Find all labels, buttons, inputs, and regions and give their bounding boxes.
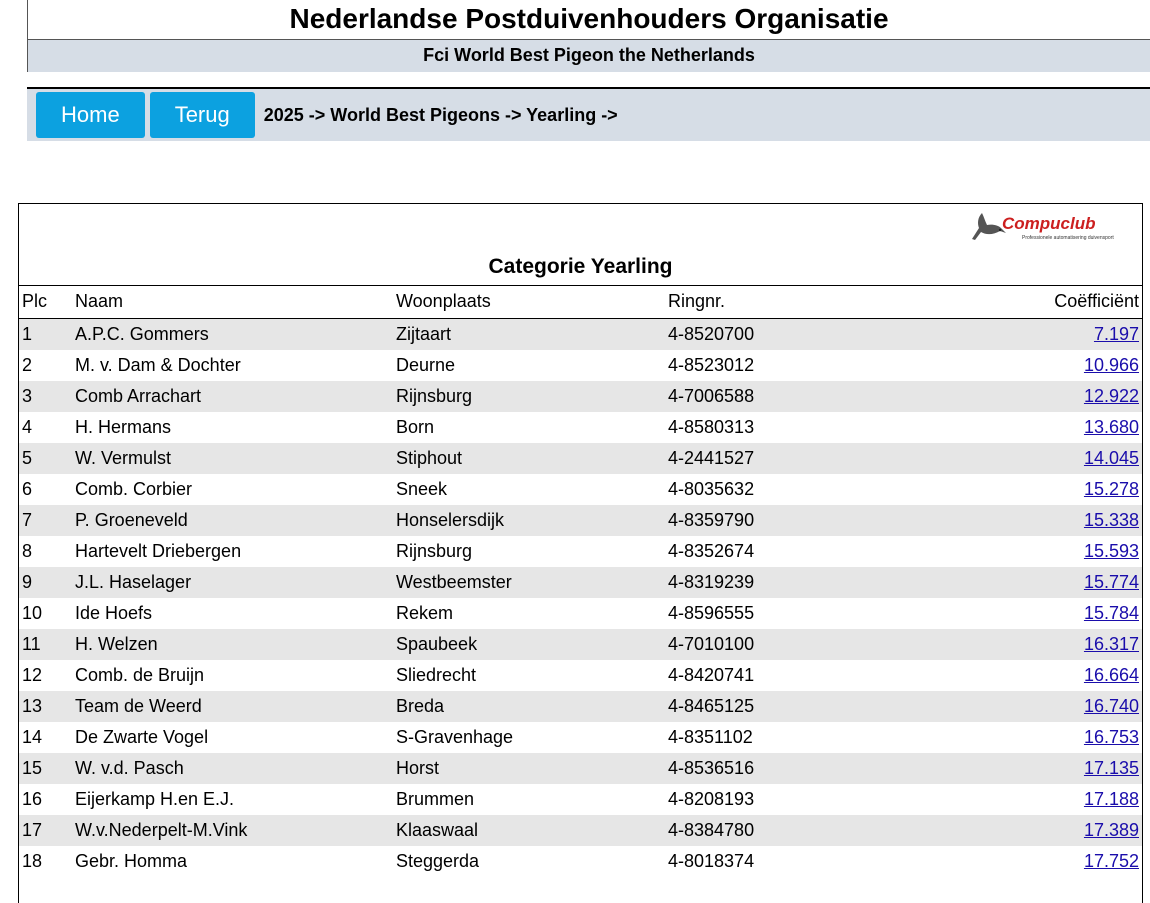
cell-coefficient [1094,319,1139,350]
cell-ringnr: 4-8384780 [668,820,755,840]
coefficient-link[interactable]: 16.753 [1083,727,1139,747]
cell-naam: Comb Arrachart [75,386,202,406]
cell-plc: 9 [22,572,33,592]
home-button[interactable]: Home [36,92,145,138]
cell-plc: 11 [22,634,41,654]
cell-ringnr: 4-8018374 [668,851,755,871]
cell-woonplaats: S-Gravenhage [396,727,514,747]
coefficient-link[interactable]: 14.045 [1083,448,1139,468]
table-row [19,660,1142,691]
logo-name: Compuclub [1002,214,1096,233]
cell-coefficient [1084,536,1139,567]
cell-plc: 5 [22,448,33,468]
cell-plc: 1 [22,324,33,344]
site-title: Nederlandse Postduivenhouders Organisatie [28,0,1150,40]
coefficient-link[interactable]: 12.922 [1083,386,1139,406]
table-row [19,784,1142,815]
cell-ringnr: 4-7010100 [668,634,755,654]
coefficient-link[interactable]: 15.593 [1083,541,1139,561]
table-row [19,412,1142,443]
cell-naam: Comb. Corbier [75,479,193,499]
cell-ringnr: 4-8520700 [668,324,755,344]
column-header-ringnr: Ringnr. [668,291,726,311]
cell-naam: W. v.d. Pasch [75,758,184,778]
cell-woonplaats: Klaaswaal [396,820,479,840]
logo-tagline: Professionele automatisering duivensport [1022,235,1114,241]
coefficient-link[interactable]: 15.278 [1083,479,1139,499]
cell-coefficient [1084,629,1139,660]
results-table [19,285,1142,877]
table-row [19,319,1142,350]
table-row [19,722,1142,753]
coefficient-link[interactable]: 16.664 [1083,665,1139,685]
cell-coefficient [1084,815,1139,846]
coefficient-link[interactable]: 17.752 [1083,851,1139,871]
cell-naam: H. Welzen [75,634,158,654]
cell-naam: Hartevelt Driebergen [75,541,242,561]
cell-naam: Comb. de Bruijn [75,665,205,685]
cell-plc: 7 [22,510,33,530]
cell-coefficient [1084,722,1139,753]
cell-naam: Gebr. Homma [75,851,188,871]
cell-coefficient [1084,567,1139,598]
table-row [19,443,1142,474]
cell-plc: 15 [22,758,43,778]
cell-woonplaats: Sliedrecht [396,665,477,685]
cell-woonplaats: Stiphout [396,448,463,468]
table-row [19,629,1142,660]
cell-woonplaats: Born [396,417,435,437]
cell-coefficient [1084,474,1139,505]
cell-coefficient [1084,443,1139,474]
cell-coefficient [1084,660,1139,691]
table-row [19,567,1142,598]
cell-coefficient [1084,784,1139,815]
cell-woonplaats: Rijnsburg [396,386,473,406]
cell-ringnr: 4-8523012 [668,355,755,375]
cell-plc: 14 [22,727,43,747]
cell-ringnr: 4-8352674 [668,541,755,561]
cell-coefficient [1084,691,1139,722]
cell-ringnr: 4-8465125 [668,696,755,716]
cell-woonplaats: Honselersdijk [396,510,505,530]
cell-woonplaats: Breda [396,696,445,716]
cell-coefficient [1084,505,1139,536]
cell-woonplaats: Steggerda [396,851,480,871]
table-row [19,846,1142,877]
coefficient-link[interactable]: 15.338 [1083,510,1139,530]
cell-plc: 3 [22,386,33,406]
back-button[interactable]: Terug [150,92,255,138]
cell-plc: 8 [22,541,33,561]
cell-coefficient [1084,350,1139,381]
cell-coefficient [1084,598,1139,629]
compuclub-logo [968,209,1134,247]
table-row [19,598,1142,629]
cell-naam: W. Vermulst [75,448,172,468]
coefficient-link[interactable]: 16.740 [1083,696,1139,716]
table-row [19,474,1142,505]
table-header-row [19,286,1142,319]
cell-coefficient [1084,753,1139,784]
column-header-naam: Naam [75,291,124,311]
coefficient-link[interactable]: 10.966 [1083,355,1139,375]
cell-woonplaats: Deurne [396,355,456,375]
cell-woonplaats: Sneek [396,479,448,499]
cell-plc: 17 [22,820,43,840]
cell-ringnr: 4-8351102 [668,727,753,747]
cell-ringnr: 4-8359790 [668,510,755,530]
cell-ringnr: 4-8536516 [668,758,755,778]
cell-woonplaats: Rijnsburg [396,541,473,561]
table-row [19,505,1142,536]
column-header-plc: Plc [22,291,48,311]
table-row [19,381,1142,412]
cell-plc: 10 [22,603,43,623]
coefficient-link[interactable]: 13.680 [1083,417,1139,437]
cell-woonplaats: Rekem [396,603,454,623]
cell-ringnr: 4-8208193 [668,789,755,809]
cell-coefficient [1084,412,1139,443]
cell-ringnr: 4-8596555 [668,603,755,623]
cell-naam: Ide Hoefs [75,603,153,623]
cell-coefficient [1084,846,1139,877]
cell-naam: Team de Weerd [75,696,202,716]
cell-naam: M. v. Dam & Dochter [75,355,241,375]
table-row [19,350,1142,381]
column-header-woonplaats: Woonplaats [396,291,491,311]
cell-ringnr: 4-7006588 [668,386,755,406]
cell-plc: 16 [22,789,43,809]
coefficient-link[interactable]: 16.317 [1083,634,1139,654]
cell-woonplaats: Zijtaart [396,324,452,344]
category-title: Categorie Yearling [488,255,673,278]
cell-naam: H. Hermans [75,417,172,437]
cell-ringnr: 4-8035632 [668,479,755,499]
cell-woonplaats: Westbeemster [396,572,512,592]
cell-naam: Eijerkamp H.en E.J. [75,789,235,809]
cell-ringnr: 4-8319239 [668,572,755,592]
cell-naam: P. Groeneveld [75,510,188,530]
table-row [19,691,1142,722]
table-row [19,753,1142,784]
cell-naam: A.P.C. Gommers [75,324,209,344]
coefficient-link[interactable]: 7.197 [1093,324,1139,344]
coefficient-link[interactable]: 17.389 [1083,820,1139,840]
cell-ringnr: 4-2441527 [668,448,755,468]
cell-ringnr: 4-8580313 [668,417,755,437]
cell-naam: De Zwarte Vogel [75,727,209,747]
table-row [19,815,1142,846]
site-header [27,0,1150,72]
breadcrumb: 2025 -> World Best Pigeons -> Yearling -> [263,104,618,125]
nav-bar [27,87,1150,141]
cell-plc: 13 [22,696,43,716]
coefficient-link[interactable]: 15.784 [1083,603,1139,623]
site-subtitle: Fci World Best Pigeon the Netherlands [28,40,1150,72]
cell-plc: 4 [22,417,33,437]
coefficient-link[interactable]: 17.135 [1083,758,1139,778]
column-header-coefficient: Coëfficiënt [1054,291,1139,311]
cell-woonplaats: Brummen [396,789,475,809]
cell-naam: J.L. Haselager [75,572,192,592]
results-panel [18,203,1143,903]
cell-plc: 12 [22,665,43,685]
cell-plc: 6 [22,479,33,499]
cell-plc: 2 [22,355,33,375]
cell-naam: W.v.Nederpelt-M.Vink [75,820,248,840]
table-row [19,536,1142,567]
cell-woonplaats: Spaubeek [396,634,478,654]
coefficient-link[interactable]: 15.774 [1083,572,1139,592]
cell-woonplaats: Horst [396,758,440,778]
coefficient-link[interactable]: 17.188 [1083,789,1139,809]
cell-coefficient [1084,381,1139,412]
cell-plc: 18 [22,851,43,871]
cell-ringnr: 4-8420741 [668,665,755,685]
